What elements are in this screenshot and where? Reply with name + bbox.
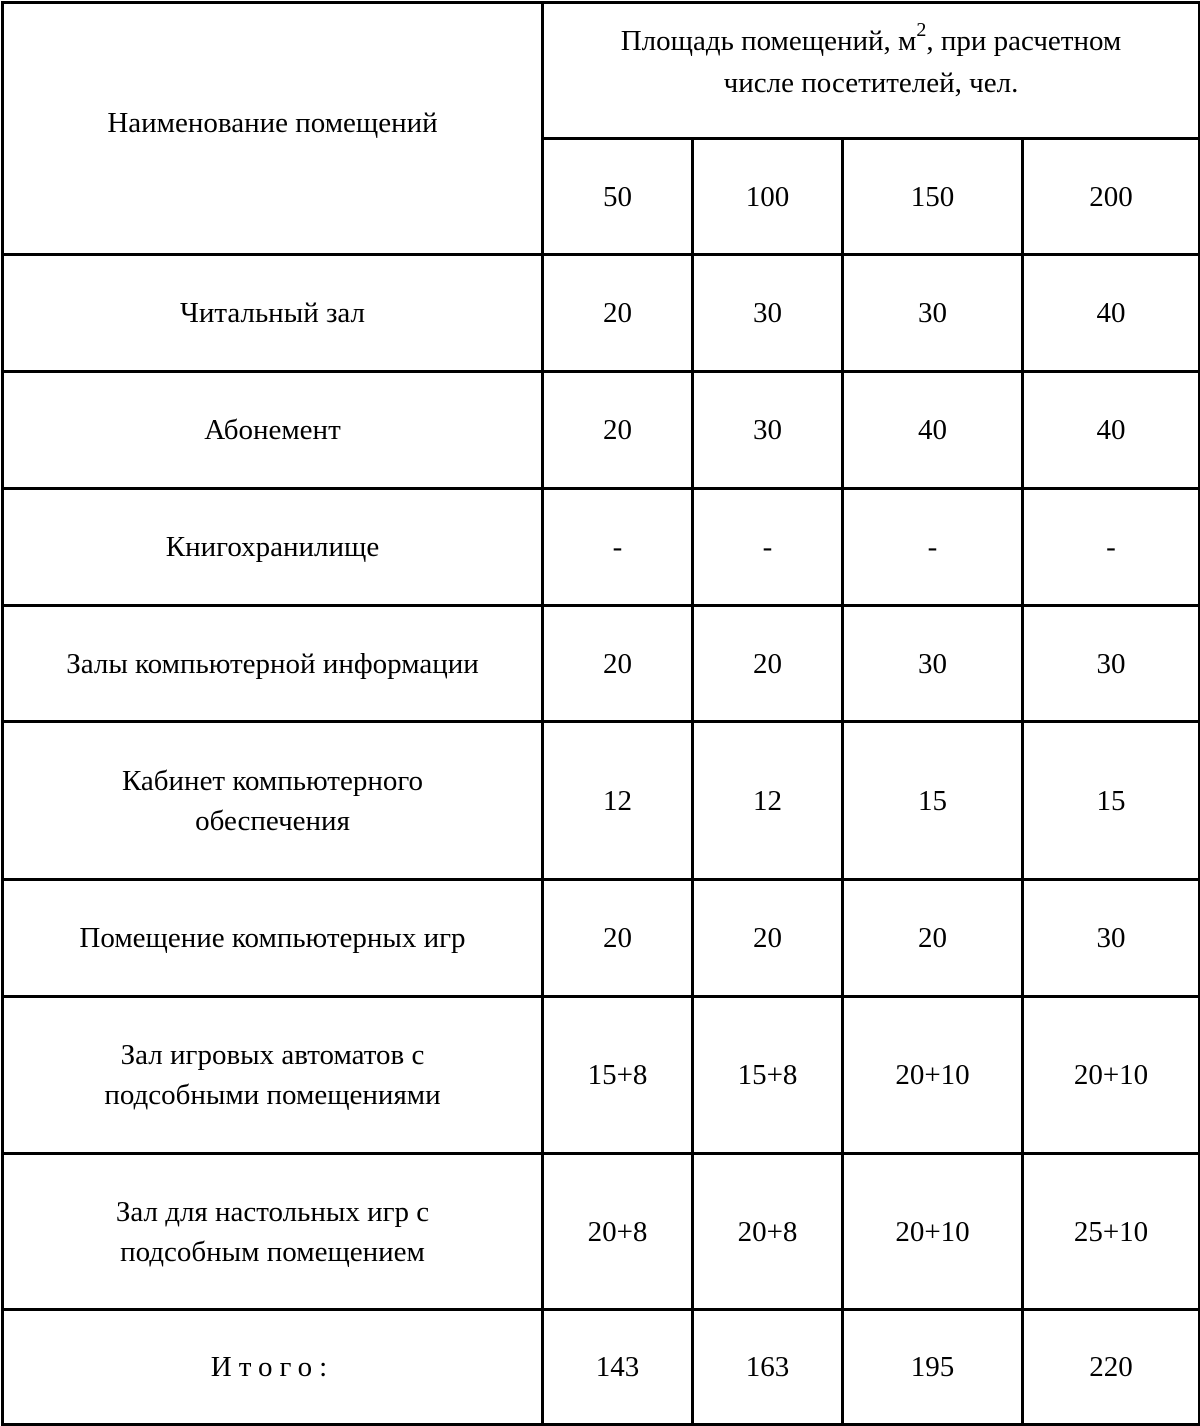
- table-row: [3, 489, 1200, 606]
- header-visitors-200: 200: [1023, 139, 1200, 255]
- cell-value: 30: [843, 606, 1023, 722]
- table-row: [3, 255, 1200, 372]
- table-row: [3, 1154, 1200, 1310]
- cell-value: 20: [543, 255, 693, 372]
- cell-value: 12: [693, 722, 843, 880]
- table-row: [3, 997, 1200, 1154]
- row-name: Читальный зал: [3, 255, 543, 372]
- cell-value: 25+10: [1023, 1154, 1200, 1310]
- cell-value: -: [843, 489, 1023, 606]
- cell-value: 40: [1023, 255, 1200, 372]
- cell-value: 30: [1023, 606, 1200, 722]
- cell-value: 20+8: [693, 1154, 843, 1310]
- total-value: 163: [693, 1310, 843, 1425]
- room-area-table: [1, 1, 1200, 1426]
- table-row: [3, 880, 1200, 997]
- cell-value: -: [1023, 489, 1200, 606]
- cell-value: 20: [543, 880, 693, 997]
- cell-value: 40: [1023, 372, 1200, 489]
- row-name: Залы компьютерной информации: [3, 606, 543, 722]
- cell-value: 30: [693, 255, 843, 372]
- cell-value: 20: [693, 880, 843, 997]
- row-name: Кабинет компьютерного обеспечения: [3, 722, 543, 880]
- total-row: [3, 1310, 1200, 1425]
- cell-value: 15+8: [543, 997, 693, 1154]
- row-name: Книгохранилище: [3, 489, 543, 606]
- cell-value: 12: [543, 722, 693, 880]
- header-visitors-50: 50: [543, 139, 693, 255]
- cell-value: 20: [543, 372, 693, 489]
- total-value: 220: [1023, 1310, 1200, 1425]
- header-room-name: Наименование помещений: [3, 3, 543, 255]
- row-name: Абонемент: [3, 372, 543, 489]
- cell-value: 15: [843, 722, 1023, 880]
- cell-value: 40: [843, 372, 1023, 489]
- cell-value: 20: [693, 606, 843, 722]
- cell-value: 20: [843, 880, 1023, 997]
- cell-value: -: [543, 489, 693, 606]
- table-row: [3, 372, 1200, 489]
- header-visitors-150: 150: [843, 139, 1023, 255]
- total-value: 143: [543, 1310, 693, 1425]
- cell-value: 30: [693, 372, 843, 489]
- cell-value: 20+10: [843, 997, 1023, 1154]
- row-name: Зал игровых автоматов с подсобными помещениями: [3, 997, 543, 1154]
- header-visitors-100: 100: [693, 139, 843, 255]
- cell-value: 20+10: [1023, 997, 1200, 1154]
- header-area-group: Площадь помещений, $м^2$, при расчетном числе посетителей, чел.: [543, 3, 1200, 139]
- table-row: [3, 722, 1200, 880]
- total-value: 195: [843, 1310, 1023, 1425]
- cell-value: 20+10: [843, 1154, 1023, 1310]
- cell-value: 30: [1023, 880, 1200, 997]
- total-label: Итого:: [3, 1310, 543, 1425]
- table-row: [3, 606, 1200, 722]
- row-name: Зал для настольных игр с подсобным помещением: [3, 1154, 543, 1310]
- cell-value: 15: [1023, 722, 1200, 880]
- cell-value: -: [693, 489, 843, 606]
- row-name: Помещение компьютерных игр: [3, 880, 543, 997]
- cell-value: 15+8: [693, 997, 843, 1154]
- cell-value: 20: [543, 606, 693, 722]
- cell-value: 30: [843, 255, 1023, 372]
- cell-value: 20+8: [543, 1154, 693, 1310]
